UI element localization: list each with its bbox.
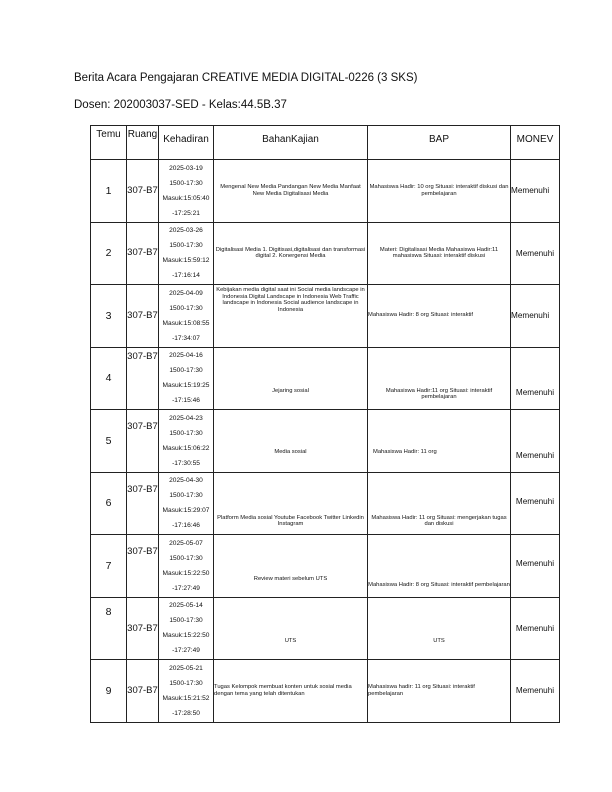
cell-bap: Mahasiswa Hadir: 11 org: [368, 410, 511, 473]
attendance-check-out: -17:27:49: [172, 584, 200, 592]
attendance-date: 2025-04-09: [169, 289, 203, 297]
cell-kehadiran: [159, 285, 214, 348]
attendance-date: 2025-05-14: [169, 602, 203, 610]
cell-bahan-kajian: Media sosial: [214, 410, 368, 473]
cell-temu: 7: [91, 535, 127, 598]
attendance-schedule: 1500-17:30: [169, 179, 203, 187]
attendance-check-out: -17:30:55: [172, 459, 200, 467]
attendance-schedule: 1500-17:30: [169, 429, 203, 437]
attendance-check-in: Masuk:15:29:07: [162, 507, 210, 515]
attendance-date: 2025-05-07: [169, 539, 203, 547]
cell-ruang: 307-B7: [127, 347, 159, 410]
column-header-bap: BAP: [368, 126, 511, 160]
cell-bap: Mahasiswa Hadir: 8 org Situasi: interaktif: [368, 285, 511, 348]
table-row: [91, 535, 560, 598]
attendance-date: 2025-03-26: [169, 227, 203, 235]
attendance-check-in: Masuk:15:08:55: [162, 319, 210, 327]
column-header-monev: MONEV: [511, 126, 560, 160]
cell-kehadiran: [159, 410, 214, 473]
column-header-kehadiran: Kehadiran: [159, 126, 214, 160]
cell-temu: 4: [91, 347, 127, 410]
cell-kehadiran: [159, 535, 214, 598]
attendance-schedule: 1500-17:30: [169, 367, 203, 375]
attendance-check-in: Masuk:15:22:50: [162, 632, 210, 640]
cell-kehadiran: [159, 472, 214, 535]
cell-monev: Memenuhi: [511, 410, 560, 473]
attendance-check-out: -17:25:21: [172, 209, 200, 217]
cell-bahan-kajian: Kebijakan media digital saat ini Social media landscape in Indonesia Digital Landscape in Indonesia Web Traffic landscape in Indonesia Social audience landscape in Indonesia: [214, 285, 368, 348]
cell-bahan-kajian: Review materi sebelum UTS: [214, 535, 368, 598]
column-header-ruang: Ruang: [127, 126, 159, 160]
attendance-check-in: Masuk:15:05:40: [162, 194, 210, 202]
cell-bap: Mahasiswa Hadir: 8 org Situasi: interaktif pembelajaran: [368, 535, 511, 598]
cell-kehadiran: [159, 160, 214, 223]
table-row: [91, 222, 560, 285]
cell-bap: UTS: [368, 597, 511, 660]
cell-temu: 5: [91, 410, 127, 473]
attendance-check-out: -17:28:50: [172, 709, 200, 717]
attendance-report-table: [90, 125, 560, 723]
attendance-check-in: Masuk:15:22:50: [162, 569, 210, 577]
table-row: [91, 160, 560, 223]
attendance-date: 2025-04-16: [169, 352, 203, 360]
attendance-date: 2025-04-30: [169, 477, 203, 485]
table-row: [91, 472, 560, 535]
table-row: [91, 660, 560, 723]
table-row: [91, 410, 560, 473]
attendance-schedule: 1500-17:30: [169, 679, 203, 687]
cell-bap: Mahasiswa Hadir: 11 org Situasi: mengerjakan tugas dan diskusi: [368, 472, 511, 535]
cell-bap: Mahasiswa Hadir: 10 org Situasi: interaktif diskusi dan pembelajaran: [368, 160, 511, 223]
attendance-schedule: 1500-17:30: [169, 492, 203, 500]
attendance-check-in: Masuk:15:19:25: [162, 382, 210, 390]
cell-bahan-kajian: Mengenal New Media Pandangan New Media Manfaat New Media Digitalisasi Media: [214, 160, 368, 223]
cell-bahan-kajian: Digitalisasi Media 1. Digitisasi,digitalisasi dan transformasi digital 2. Konergensi Media: [214, 222, 368, 285]
cell-ruang: 307-B7: [127, 660, 159, 723]
cell-monev: Memenuhi: [511, 472, 560, 535]
table-row: [91, 285, 560, 348]
cell-bahan-kajian: Platform Media sosial Youtube Facebook Twitter Linkedin Instagram: [214, 472, 368, 535]
cell-ruang: 307-B7: [127, 535, 159, 598]
cell-bap: Mahasiswa Hadir:11 org Situasi: interaktif pembelajaran: [368, 347, 511, 410]
attendance-date: 2025-03-19: [169, 164, 203, 172]
cell-ruang: 307-B7: [127, 222, 159, 285]
cell-ruang: 307-B7: [127, 285, 159, 348]
column-header-temu: Temu: [91, 126, 127, 160]
table-header-row: [91, 126, 560, 160]
cell-monev: Memenuhi: [511, 347, 560, 410]
lecturer-class-line: Dosen: 202003037-SED - Kelas:44.5B.37: [74, 99, 287, 111]
cell-temu: 3: [91, 285, 127, 348]
cell-kehadiran: [159, 222, 214, 285]
attendance-schedule: 1500-17:30: [169, 554, 203, 562]
column-header-bahan-kajian: BahanKajian: [214, 126, 368, 160]
attendance-check-in: Masuk:15:21:52: [162, 694, 210, 702]
attendance-check-out: -17:16:14: [172, 272, 200, 280]
cell-ruang: 307-B7: [127, 160, 159, 223]
attendance-schedule: 1500-17:30: [169, 242, 203, 250]
table-row: [91, 347, 560, 410]
cell-temu: 8: [91, 597, 127, 660]
cell-bap: Materi: Digitalisasi Media Mahasiswa Hadir:11 mahasiswa Situasi: interaktif diskusi: [368, 222, 511, 285]
cell-bahan-kajian: UTS: [214, 597, 368, 660]
cell-temu: 1: [91, 160, 127, 223]
cell-kehadiran: [159, 347, 214, 410]
cell-monev: Memenuhi: [511, 660, 560, 723]
cell-bahan-kajian: Jejaring sosial: [214, 347, 368, 410]
cell-bahan-kajian: Tugas Kelompok membuat konten untuk sosial media dengan tema yang telah ditentukan: [214, 660, 368, 723]
attendance-check-out: -17:15:46: [172, 397, 200, 405]
cell-temu: 6: [91, 472, 127, 535]
cell-monev: Memenuhi: [511, 285, 560, 348]
cell-monev: Memenuhi: [511, 160, 560, 223]
cell-bap: Mahasiswa hadir: 11 org Situasi: interaktif pembelajaran: [368, 660, 511, 723]
attendance-check-out: -17:27:49: [172, 647, 200, 655]
cell-temu: 2: [91, 222, 127, 285]
attendance-schedule: 1500-17:30: [169, 617, 203, 625]
attendance-date: 2025-05-21: [169, 664, 203, 672]
cell-kehadiran: [159, 660, 214, 723]
cell-monev: Memenuhi: [511, 535, 560, 598]
cell-monev: Memenuhi: [511, 222, 560, 285]
attendance-schedule: 1500-17:30: [169, 304, 203, 312]
cell-ruang: 307-B7: [127, 597, 159, 660]
table-row: [91, 597, 560, 660]
cell-ruang: 307-B7: [127, 472, 159, 535]
attendance-check-in: Masuk:15:59:12: [162, 257, 210, 265]
cell-kehadiran: [159, 597, 214, 660]
attendance-check-out: -17:34:07: [172, 334, 200, 342]
cell-temu: 9: [91, 660, 127, 723]
cell-ruang: 307-B7: [127, 410, 159, 473]
attendance-check-out: -17:16:46: [172, 522, 200, 530]
document-title: Berita Acara Pengajaran CREATIVE MEDIA DIGITAL-0226 (3 SKS): [74, 72, 418, 84]
cell-monev: Memenuhi: [511, 597, 560, 660]
attendance-date: 2025-04-23: [169, 414, 203, 422]
attendance-check-in: Masuk:15:06:22: [162, 444, 210, 452]
